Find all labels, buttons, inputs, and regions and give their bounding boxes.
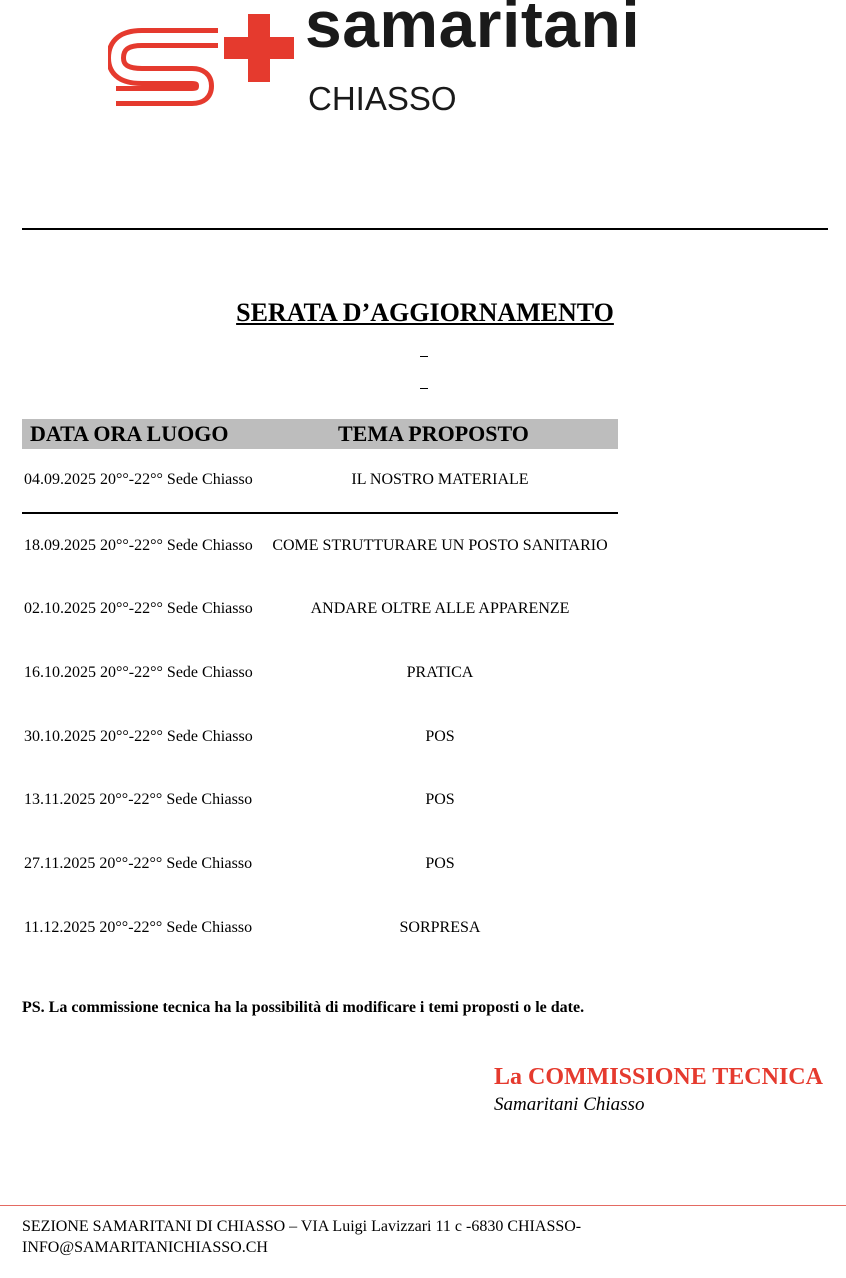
table-row <box>22 789 618 811</box>
row-topic: COME STRUTTURARE UN POSTO SANITARIO <box>272 537 608 554</box>
table-row <box>22 917 618 939</box>
row-date: 16.10.2025 <box>24 664 96 681</box>
signature-subtitle: Samaritani Chiasso <box>494 1094 645 1115</box>
row-time: 20°°-22°° <box>99 791 163 808</box>
row-time: 20°°-22°° <box>100 664 163 681</box>
samaritani-logo-icon <box>108 8 298 120</box>
footer-email: INFO@SAMARITANICHIASSO.CH <box>22 1239 268 1256</box>
row-topic: IL NOSTRO MATERIALE <box>351 471 529 488</box>
row-date-time-place <box>24 789 252 811</box>
row-divider <box>22 512 618 514</box>
ps-note: PS. La commissione tecnica ha la possibilità di modificare i temi proposti o le date. <box>22 999 585 1016</box>
row-time: 20°°-22°° <box>100 471 163 488</box>
table-row <box>22 726 618 748</box>
row-place: Sede Chiasso <box>166 600 253 617</box>
footer-divider <box>0 1205 846 1206</box>
row-date-time-place <box>24 469 253 491</box>
table-row <box>22 535 618 557</box>
row-place: Sede Chiasso <box>166 855 253 872</box>
table-row <box>22 598 618 620</box>
header-topic: TEMA PROPOSTO <box>338 421 529 446</box>
row-place: Sede Chiasso <box>166 791 253 808</box>
row-date-time-place <box>24 726 253 748</box>
table-row <box>22 662 618 684</box>
row-place: Sede Chiasso <box>166 537 253 554</box>
row-date-time-place <box>24 917 252 939</box>
row-topic: ANDARE OLTRE ALLE APPARENZE <box>310 600 570 617</box>
dash-mark <box>420 356 428 357</box>
row-date: 18.09.2025 <box>24 537 96 554</box>
row-topic: POS <box>425 855 455 872</box>
row-time: 20°°-22°° <box>99 855 163 872</box>
row-time: 20°°-22°° <box>99 919 163 936</box>
dash-mark <box>420 388 428 389</box>
row-date: 02.10.2025 <box>24 600 96 617</box>
row-topic: SORPRESA <box>399 919 481 936</box>
row-topic: POS <box>425 791 455 808</box>
table-header <box>22 419 618 449</box>
signature-title: La COMMISSIONE TECNICA <box>494 1064 823 1090</box>
header-divider <box>22 228 828 230</box>
brand-name: samaritani <box>305 0 641 61</box>
row-date: 11.12.2025 <box>24 919 96 936</box>
row-date-time-place <box>24 662 253 684</box>
row-place: Sede Chiasso <box>166 728 253 745</box>
row-place: Sede Chiasso <box>166 919 253 936</box>
row-date: 13.11.2025 <box>24 791 96 808</box>
row-time: 20°°-22°° <box>100 600 163 617</box>
footer-address: SEZIONE SAMARITANI DI CHIASSO – VIA Luigi Lavizzari 11 c -6830 CHIASSO- <box>22 1218 582 1235</box>
row-topic: POS <box>425 728 455 745</box>
row-topic: PRATICA <box>406 664 474 681</box>
row-date: 04.09.2025 <box>24 471 96 488</box>
row-date: 30.10.2025 <box>24 728 96 745</box>
row-place: Sede Chiasso <box>166 471 253 488</box>
row-time: 20°°-22°° <box>100 537 163 554</box>
header-date-time-place: DATA ORA LUOGO <box>30 421 229 446</box>
row-time: 20°°-22°° <box>100 728 163 745</box>
row-date: 27.11.2025 <box>24 855 96 872</box>
row-date-time-place <box>24 598 253 620</box>
table-row <box>22 853 618 875</box>
row-date-time-place <box>24 535 253 557</box>
page-title: SERATA D’AGGIORNAMENTO <box>236 298 614 327</box>
brand-city: CHIASSO <box>308 80 457 117</box>
table-row <box>22 469 618 491</box>
row-date-time-place <box>24 853 252 875</box>
row-place: Sede Chiasso <box>166 664 253 681</box>
